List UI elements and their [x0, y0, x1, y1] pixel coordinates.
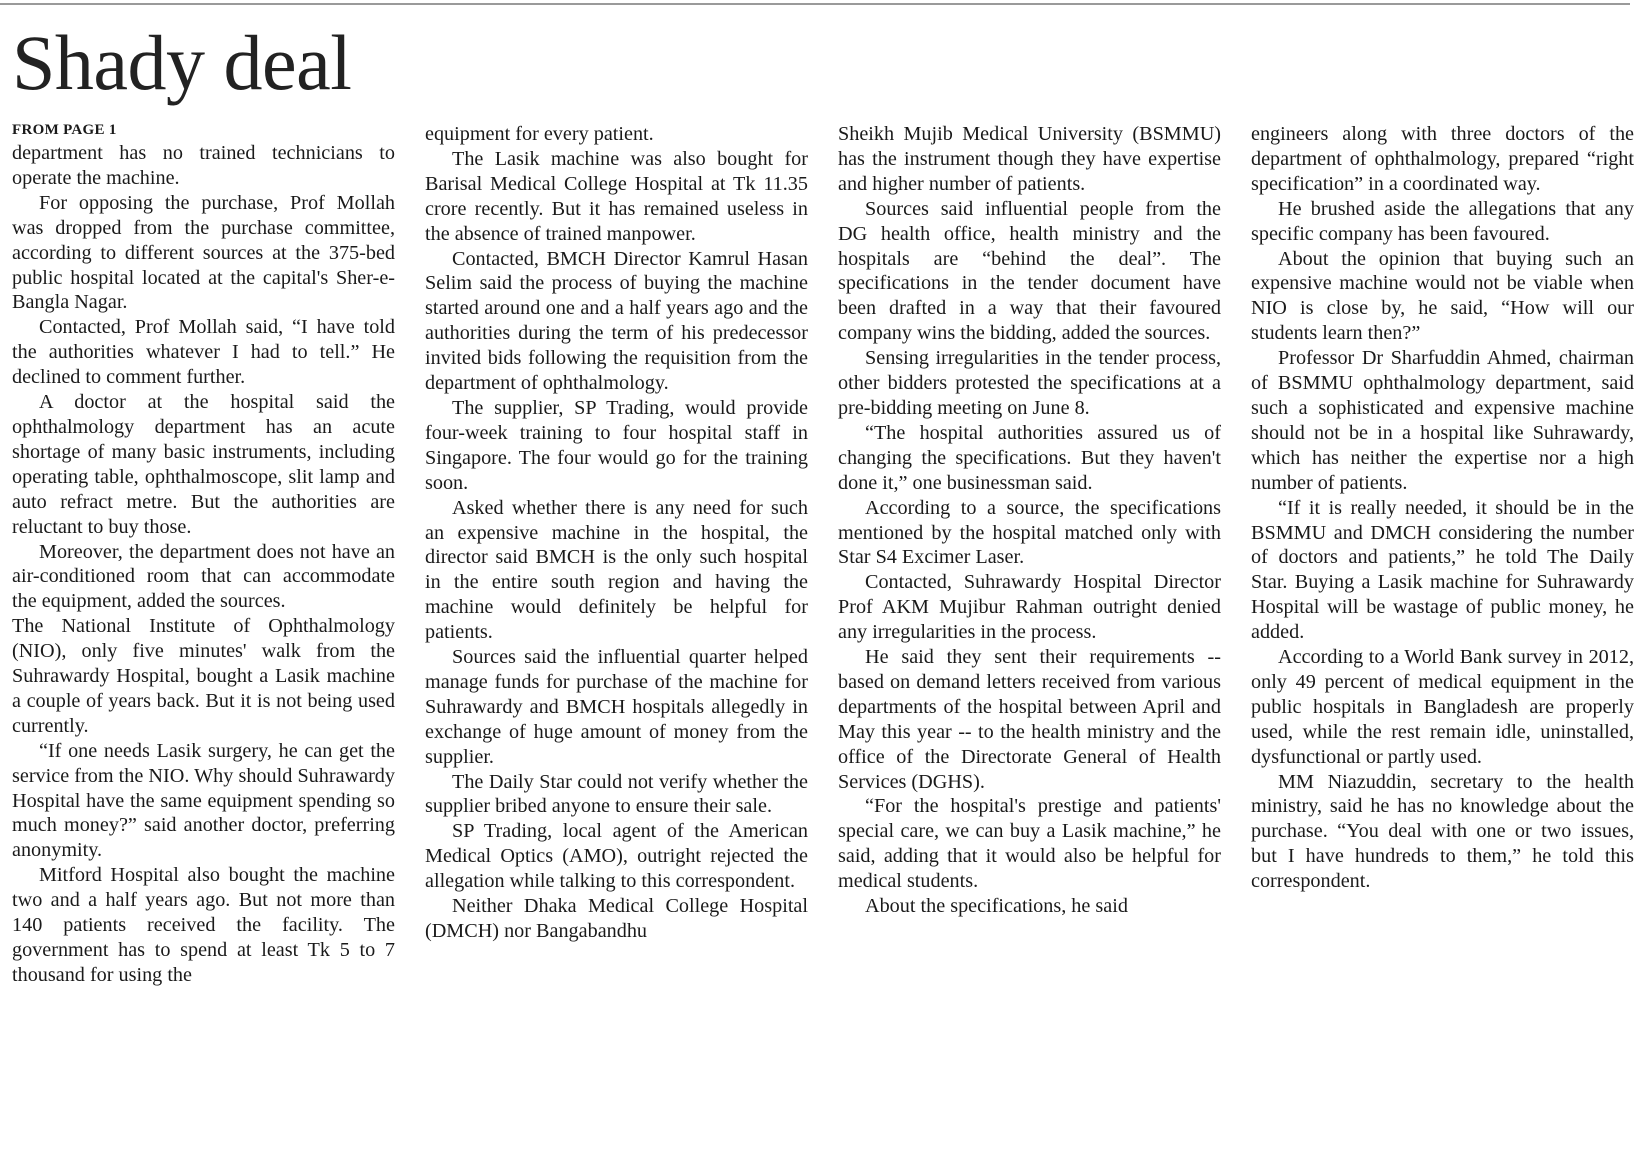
paragraph: department has no trained technicians to operate the machine. — [12, 142, 395, 189]
paragraph: “For the hospital's prestige and patients' special care, we can buy a Lasik machine,” he said, adding that it would also be helpful for medical students. — [838, 795, 1221, 893]
paragraph: equipment for every patient. — [425, 123, 654, 145]
dateline: FROM PAGE 1 — [12, 122, 117, 138]
paragraph: Mitford Hospital also bought the machine two and a half years ago. But not more than 140 patients received the facility. The government has to spend at least Tk 5 to 7 thousand for using the — [12, 864, 395, 986]
paragraph: Moreover, the department does not have an air-conditioned room that can accommodate the equipment, added the sources. — [12, 540, 395, 613]
paragraph: Neither Dhaka Medical College Hospital (DMCH) nor Bangabandhu — [425, 895, 808, 942]
headline: Shady deal — [12, 19, 352, 106]
column-3 — [838, 122, 1221, 1152]
paragraph: About the specifications, he said — [865, 895, 1128, 918]
paragraph: The supplier, SP Trading, would provide four-week training to four hospital staff in Singapore. The four would go for the training soon. — [425, 396, 808, 494]
column-1 — [12, 122, 395, 1152]
paragraph: SP Trading, local agent of the American Medical Optics (AMO), outright rejected the allegation while talking to this correspondent. — [425, 820, 808, 893]
paragraph: “The hospital authorities assured us of changing the specifications. But they haven't done it,” one businessman said. — [838, 421, 1221, 494]
paragraph: He brushed aside the allegations that any specific company has been favoured. — [1251, 197, 1634, 245]
paragraph: MM Niazuddin, secretary to the health ministry, said he has no knowledge about the purchase. “You deal with one or two issues, but I have hundreds to them,” he told this correspondent. — [1251, 770, 1634, 893]
paragraph: He said they sent their requirements -- based on demand letters received from various departments of the hospital between April and May this year -- to the health ministry and the office of the Directorate General of Health Services (DGHS). — [838, 646, 1221, 793]
top-rule — [0, 3, 1630, 5]
column-4 — [1251, 122, 1634, 1152]
column-2 — [425, 122, 808, 1152]
paragraph: The Daily Star could not verify whether the supplier bribed anyone to ensure their sale. — [425, 770, 808, 818]
paragraph: A doctor at the hospital said the ophthalmology department has an acute shortage of many basic instruments, including operating table, ophthalmoscope, slit lamp and auto refract metre. But the authorities are reluctant to buy those. — [12, 391, 395, 538]
article-body — [12, 122, 1632, 1152]
paragraph: For opposing the purchase, Prof Mollah was dropped from the purchase committee, according to different sources at the 375-bed public hospital located at the capital's Sher-e-Bangla Nagar. — [12, 191, 395, 314]
paragraph: Sources said influential people from the DG health office, health ministry and the hospitals are “behind the deal”. The specifications in the tender document have been drafted in a way that their favoured company wins the bidding, added the sources. — [838, 197, 1221, 345]
paragraph: The National Institute of Ophthalmology (NIO), only five minutes' walk from the Suhrawardy Hospital, bought a Lasik machine a couple of years back. But it is not being used currently. — [12, 615, 395, 737]
paragraph: Sources said the influential quarter helped manage funds for purchase of the machine for Suhrawardy and BMCH hospitals allegedly in exchange of huge amount of money from the supplier. — [425, 646, 808, 768]
paragraph: Sheikh Mujib Medical University (BSMMU) has the instrument though they have expertise and higher number of patients. — [838, 123, 1221, 195]
paragraph: Sensing irregularities in the tender process, other bidders protested the specifications at a pre-bidding meeting on June 8. — [838, 347, 1221, 419]
paragraph: “If it is really needed, it should be in the BSMMU and DMCH considering the number of doctors and patients,” he told The Daily Star. Buying a Lasik machine for Suhrawardy Hospital will be wastage of public money, he added. — [1251, 496, 1634, 644]
paragraph: According to a World Bank survey in 2012, only 49 percent of medical equipment in the public hospitals in Bangladesh are properly used, while the rest remain idle, uninstalled, dysfunctional or partly used. — [1251, 646, 1634, 768]
paragraph: The Lasik machine was also bought for Barisal Medical College Hospital at Tk 11.35 crore recently. But it has remained useless in the absence of trained manpower. — [425, 147, 808, 245]
paragraph: engineers along with three doctors of the department of ophthalmology, prepared “right specification” in a coordinated way. — [1251, 123, 1634, 195]
paragraph: Professor Dr Sharfuddin Ahmed, chairman of BSMMU ophthalmology department, said such a sophisticated and expensive machine should not be in a hospital like Suhrawardy, which has neither the expertise nor a high number of patients. — [1251, 347, 1634, 494]
paragraph: Asked whether there is any need for such an expensive machine in the hospital, the director said BMCH is the only such hospital in the entire south region and having the machine would definitely be helpful for patients. — [425, 496, 808, 644]
paragraph: According to a source, the specifications mentioned by the hospital matched only with Star S4 Excimer Laser. — [838, 496, 1221, 569]
paragraph: About the opinion that buying such an expensive machine would not be viable when NIO is close by, he said, “How will our students learn then?” — [1251, 247, 1634, 345]
paragraph: “If one needs Lasik surgery, he can get the service from the NIO. Why should Suhrawardy Hospital have the same equipment spending so much money?” said another doctor, preferring anonymity. — [12, 739, 395, 862]
paragraph: Contacted, BMCH Director Kamrul Hasan Selim said the process of buying the machine started around one and a half years ago and the authorities during the term of his predecessor invited bids following the requisition from the department of ophthalmology. — [425, 247, 808, 395]
paragraph: Contacted, Suhrawardy Hospital Director Prof AKM Mujibur Rahman outright denied any irregularities in the process. — [838, 571, 1221, 644]
paragraph: Contacted, Prof Mollah said, “I have told the authorities whatever I had to tell.” He declined to comment further. — [12, 316, 395, 389]
